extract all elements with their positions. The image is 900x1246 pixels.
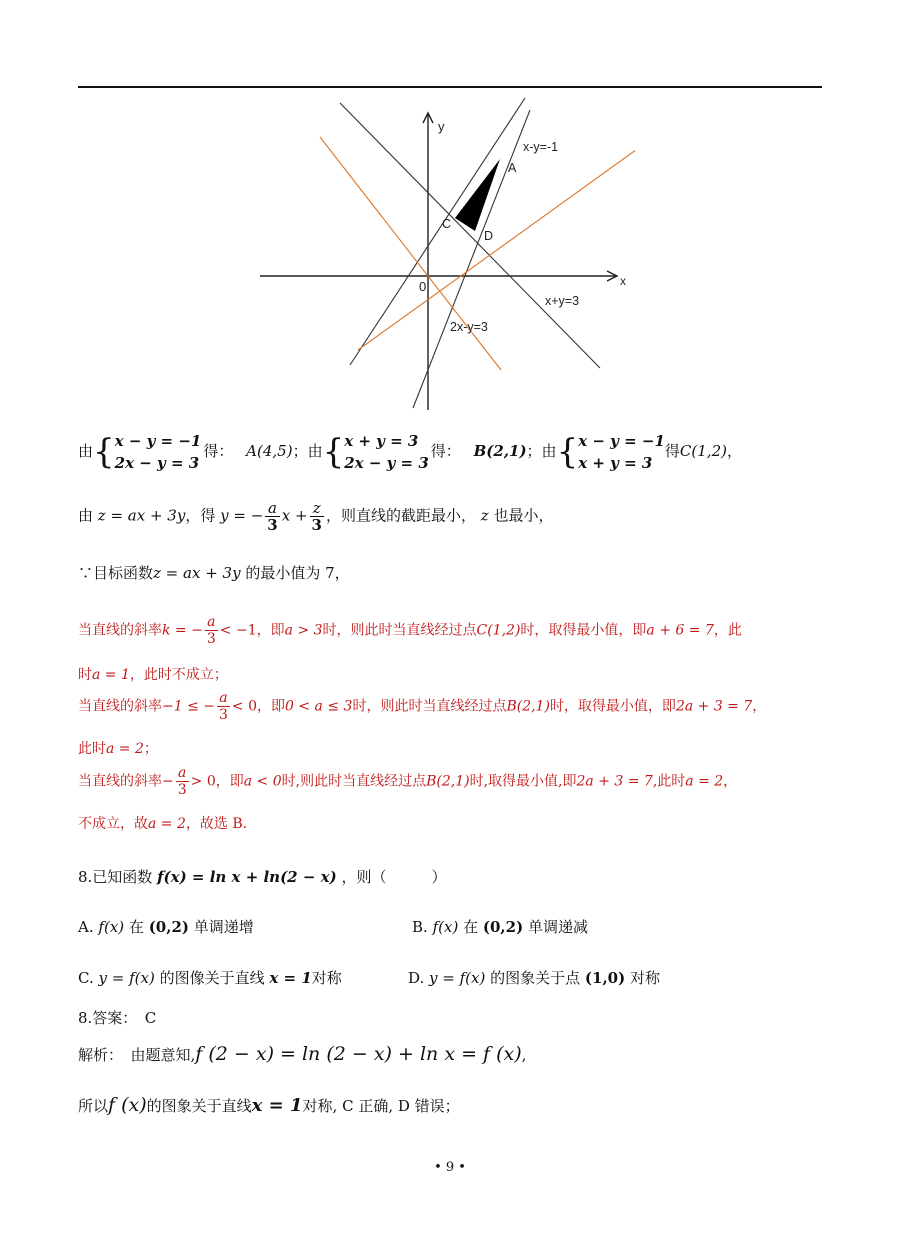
systems-line: 由{ x − y = −1 2x − y = 3 得： A(4,5)；由{ x + y = 3 2x − y = 3 得： B(2,1)；由{ x − y = −1 x + y = 3 得C(1,2)， (78, 432, 742, 472)
page-number: • 9 • (434, 1160, 466, 1175)
line-x-minus-y (350, 98, 525, 365)
case-1-line: 当直线的斜率k = − $\frac{a}{3}$ < −1，即a > 3时，则此时当直线经过点C(1,2)时，取得最小值，即a + 6 = 7，此 (78, 614, 742, 647)
intercept-line: 由 z = ax + 3y，得 y = − $\frac{a}{3}$ x + $\frac{z}{3}$ ，则直线的截距最小， z 也最小， (78, 499, 554, 534)
case-2-line: 当直线的斜率−1 ≤ − $\frac{a}{3}$ < 0，即0 < a ≤ 3时，则此时当直线经过点B(2,1)时，取得最小值，即2a + 3 = 7， (78, 690, 767, 723)
orange-line-2 (358, 147, 635, 350)
case-1-cont: 时a = 1，此时不成立； (78, 667, 228, 683)
point-a-label: A (508, 161, 517, 175)
case-3-line: 当直线的斜率− $\frac{a}{3}$ > 0，即a < 0时,则此时当直线经过点B(2,1)时,取得最小值,即2a + 3 = 7,此时a = 2， (78, 765, 738, 798)
header-rule (78, 86, 822, 88)
question-8: 8.已知函数 f(x) = ln x + ln(2 − x) ，则（ ） (78, 868, 447, 886)
case-2-cont: 此时a = 2； (78, 741, 158, 757)
feasible-region-graph (255, 95, 635, 415)
label-2x-minus-y: 2x-y=3 (450, 320, 488, 334)
option-c: C. y = f(x) 的图像关于直线 x = 1对称 (78, 969, 342, 987)
case-3-cont: 不成立，故a = 2，故选 B. (78, 816, 248, 832)
x-axis-label: x (620, 274, 626, 288)
analysis-line: 解析： 由题意知,f (2 − x) = ln (2 − x) + ln x = f (x), (78, 1043, 527, 1065)
label-x-minus-y: x-y=-1 (523, 140, 559, 154)
point-c-label: C (442, 217, 452, 231)
label-x-plus-y: x+y=3 (545, 294, 580, 308)
option-d: D. y = f(x) 的图象关于点 (1,0) 对称 (408, 969, 661, 987)
option-b: B. f(x) 在 (0,2) 单调递减 (412, 918, 588, 936)
objective-line: ∵目标函数z = ax + 3y 的最小值为 7， (78, 564, 350, 582)
conclusion-line: 所以f (x)的图象关于直线x = 1对称, C 正确, D 错误； (78, 1094, 460, 1116)
origin-label: 0 (419, 279, 427, 294)
line-2x-minus-y (413, 110, 530, 408)
answer-8: 8.答案： C (78, 1009, 157, 1027)
option-a: A. f(x) 在 (0,2) 单调递增 (78, 918, 254, 936)
y-axis-label: y (438, 119, 445, 134)
point-d-label: D (484, 229, 494, 243)
